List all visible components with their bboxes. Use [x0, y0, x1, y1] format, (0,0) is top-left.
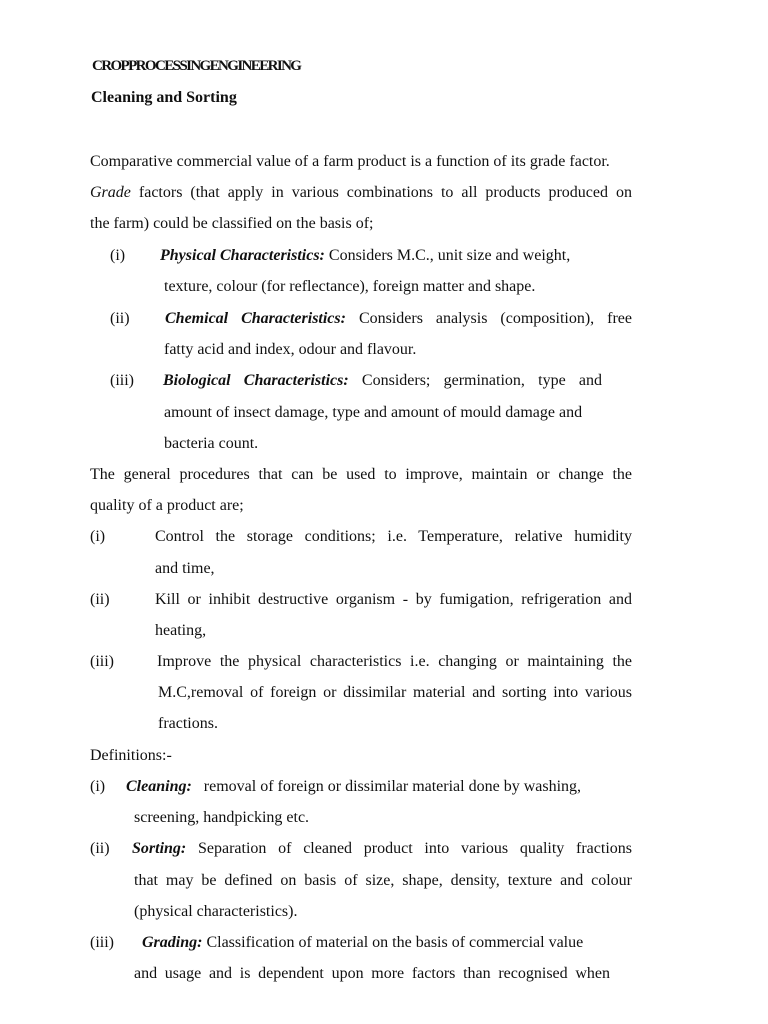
- list-number: (iii): [90, 934, 114, 951]
- list-number: (ii): [110, 310, 130, 327]
- item-continuation: fatty acid and index, odour and flavour.: [164, 341, 417, 358]
- list-number: (iii): [90, 653, 114, 670]
- course-header: CROPPROCESSINGENGINEERING: [92, 58, 301, 74]
- grade-italic: Grade: [90, 184, 131, 201]
- term: Biological Characteristics:: [163, 372, 349, 389]
- list-number: (i): [90, 528, 106, 545]
- intro-line-1: Comparative commercial value of a farm product is a function of its grade factor.: [90, 153, 610, 170]
- item-continuation: and time,: [155, 560, 215, 577]
- term: Cleaning:: [126, 778, 192, 795]
- list-number: (ii): [90, 840, 110, 857]
- item-text: Considers; germination, type and: [361, 372, 603, 389]
- procedure-item: Kill or inhibit destructive organism - by fumigation, refrigeration and: [155, 591, 632, 608]
- intro-line-2: [90, 183, 632, 203]
- chemical-characteristics-item: [165, 309, 632, 329]
- term: Physical Characteristics:: [160, 247, 325, 264]
- item-continuation: that may be defined on basis of size, shape, density, texture and colour: [134, 872, 632, 889]
- list-number: (iii): [110, 372, 134, 389]
- item-text: Considers M.C., unit size and weight,: [328, 247, 571, 264]
- procedure-item: Control the storage conditions; i.e. Temperature, relative humidity: [155, 528, 632, 545]
- item-continuation: fractions.: [158, 715, 218, 732]
- definition-sorting: [132, 839, 632, 859]
- procedures-intro-line-2: quality of a product are;: [90, 497, 244, 514]
- list-number: (ii): [90, 591, 110, 608]
- list-number: (i): [110, 247, 126, 264]
- definition-text: Classification of material on the basis of commercial value: [206, 934, 584, 951]
- item-text: Considers analysis (composition), free: [358, 310, 633, 327]
- item-continuation: M.C,removal of foreign or dissimilar material and sorting into various: [158, 684, 632, 701]
- section-title: Cleaning and Sorting: [91, 89, 237, 106]
- intro-line-3: the farm) could be classified on the basis of;: [90, 215, 374, 232]
- definitions-heading: Definitions:-: [90, 747, 172, 764]
- item-continuation: texture, colour (for reflectance), foreign matter and shape.: [164, 278, 536, 295]
- physical-characteristics-item: [160, 246, 570, 266]
- biological-characteristics-item: [163, 371, 602, 391]
- definition-text: Separation of cleaned product into various quality fractions: [197, 840, 632, 857]
- procedure-item: Improve the physical characteristics i.e. changing or maintaining the: [157, 653, 632, 670]
- item-continuation: heating,: [155, 622, 207, 639]
- intro-line-2-rest: factors (that apply in various combinations to all products produced on: [138, 184, 633, 201]
- procedures-intro-line-1: The general procedures that can be used to improve, maintain or change the: [90, 466, 632, 483]
- term: Sorting:: [132, 840, 187, 857]
- item-continuation: and usage and is dependent upon more factors than recognised when: [134, 965, 610, 982]
- item-continuation: bacteria count.: [164, 435, 259, 452]
- definition-cleaning: [126, 777, 581, 797]
- item-continuation: amount of insect damage, type and amount of mould damage and: [164, 404, 583, 421]
- definition-text: removal of foreign or dissimilar material done by washing,: [203, 778, 582, 795]
- term: Chemical Characteristics:: [165, 310, 346, 327]
- list-number: (i): [90, 778, 106, 795]
- item-continuation: (physical characteristics).: [134, 903, 298, 920]
- definition-grading: [142, 933, 583, 953]
- item-continuation: screening, handpicking etc.: [134, 809, 310, 826]
- term: Grading:: [142, 934, 203, 951]
